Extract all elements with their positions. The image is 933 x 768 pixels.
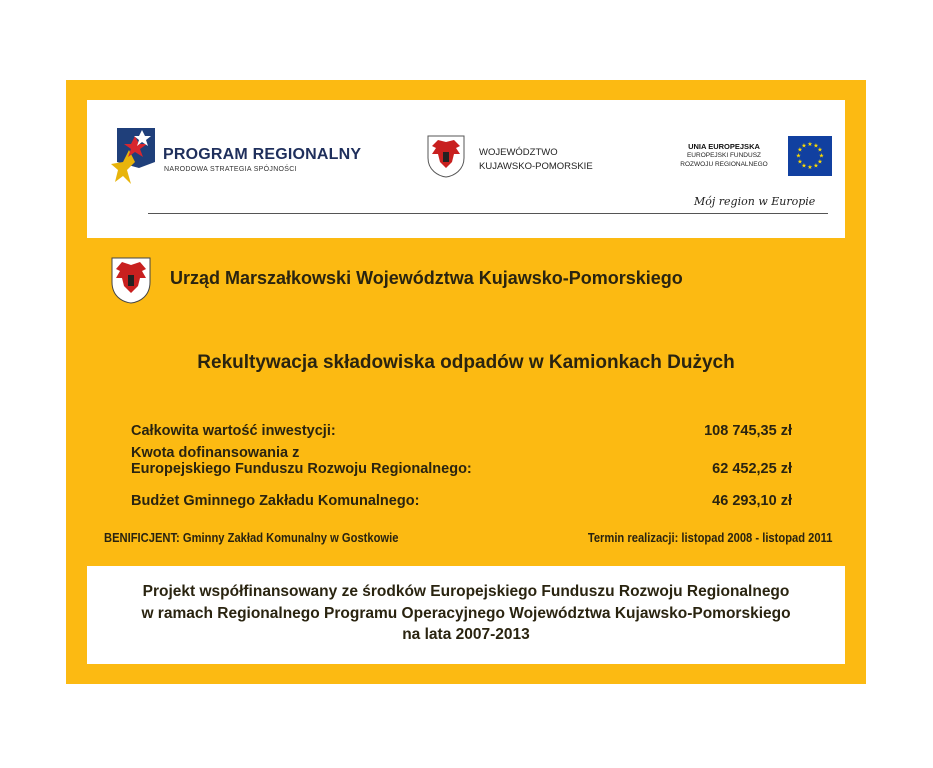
- program-subtitle: NARODOWA STRATEGIA SPÓJNOŚCI: [164, 166, 297, 173]
- svg-text:★: ★: [797, 146, 803, 154]
- cofinancing-line-1: Projekt współfinansowany ze środków Europejskiego Funduszu Rozwoju Regionalnego: [142, 583, 790, 600]
- eagle-crest-icon: [110, 256, 152, 304]
- svg-text:★: ★: [807, 141, 813, 148]
- eu-fund-line-1: EUROPEJSKI FUNDUSZ: [686, 152, 762, 159]
- eu-flag-icon: [788, 136, 832, 176]
- wojewodztwo-crest-icon: [426, 134, 466, 178]
- cofinancing-strip: [87, 566, 845, 664]
- eu-funding-label-line-1: Kwota dofinansowania z: [131, 445, 300, 461]
- eu-funding-label-line-2: Europejskiego Funduszu Rozwoju Regionalnego:: [131, 461, 472, 477]
- svg-text:★: ★: [818, 152, 825, 160]
- slogan: Mój region w Europie: [694, 195, 816, 208]
- wojewodztwo-line-2: KUJAWSKO-POMORSKIE: [479, 161, 593, 172]
- svg-text:★: ★: [801, 162, 807, 170]
- municipal-budget-label: Budżet Gminnego Zakładu Komunalnego:: [131, 493, 420, 509]
- program-title: PROGRAM REGIONALNY: [163, 146, 362, 163]
- svg-text:★: ★: [813, 162, 819, 170]
- total-value-label: Całkowita wartość inwestycji:: [131, 423, 336, 439]
- eu-fund-line-2: ROZWOJU REGIONALNEGO: [680, 161, 768, 168]
- svg-text:★: ★: [817, 146, 823, 154]
- logo-strip: [87, 100, 845, 238]
- svg-text:★: ★: [795, 152, 802, 160]
- office-name: Urząd Marszałkowski Województwa Kujawsko-Pomorskiego: [170, 268, 683, 288]
- beneficiary-text: BENIFICJENT: Gminny Zakład Komunalny w Gostkowie: [104, 530, 399, 545]
- realization-term-text: Termin realizacji: listopad 2008 - listopad 2011: [587, 530, 832, 545]
- logo-divider-line: [148, 213, 828, 214]
- svg-text:★: ★: [801, 142, 807, 150]
- svg-text:★: ★: [817, 158, 823, 166]
- eu-funding-amount: 62 452,25 zł: [712, 461, 792, 477]
- total-value-amount: 108 745,35 zł: [704, 423, 792, 439]
- municipal-budget-amount: 46 293,10 zł: [712, 493, 792, 509]
- cofinancing-line-2: w ramach Regionalnego Programu Operacyjnego Województwa Kujawsko-Pomorskiego: [141, 605, 791, 622]
- eu-title: UNIA EUROPEJSKA: [688, 142, 760, 151]
- svg-text:★: ★: [807, 164, 813, 171]
- svg-text:★: ★: [797, 158, 803, 166]
- information-board: [66, 80, 866, 684]
- wojewodztwo-line-1: WOJEWÓDZTWO: [479, 147, 558, 158]
- cofinancing-line-3: na lata 2007-2013: [402, 626, 530, 643]
- project-title: Rekultywacja składowiska odpadów w Kamionkach Dużych: [197, 352, 735, 373]
- svg-text:★: ★: [813, 142, 819, 150]
